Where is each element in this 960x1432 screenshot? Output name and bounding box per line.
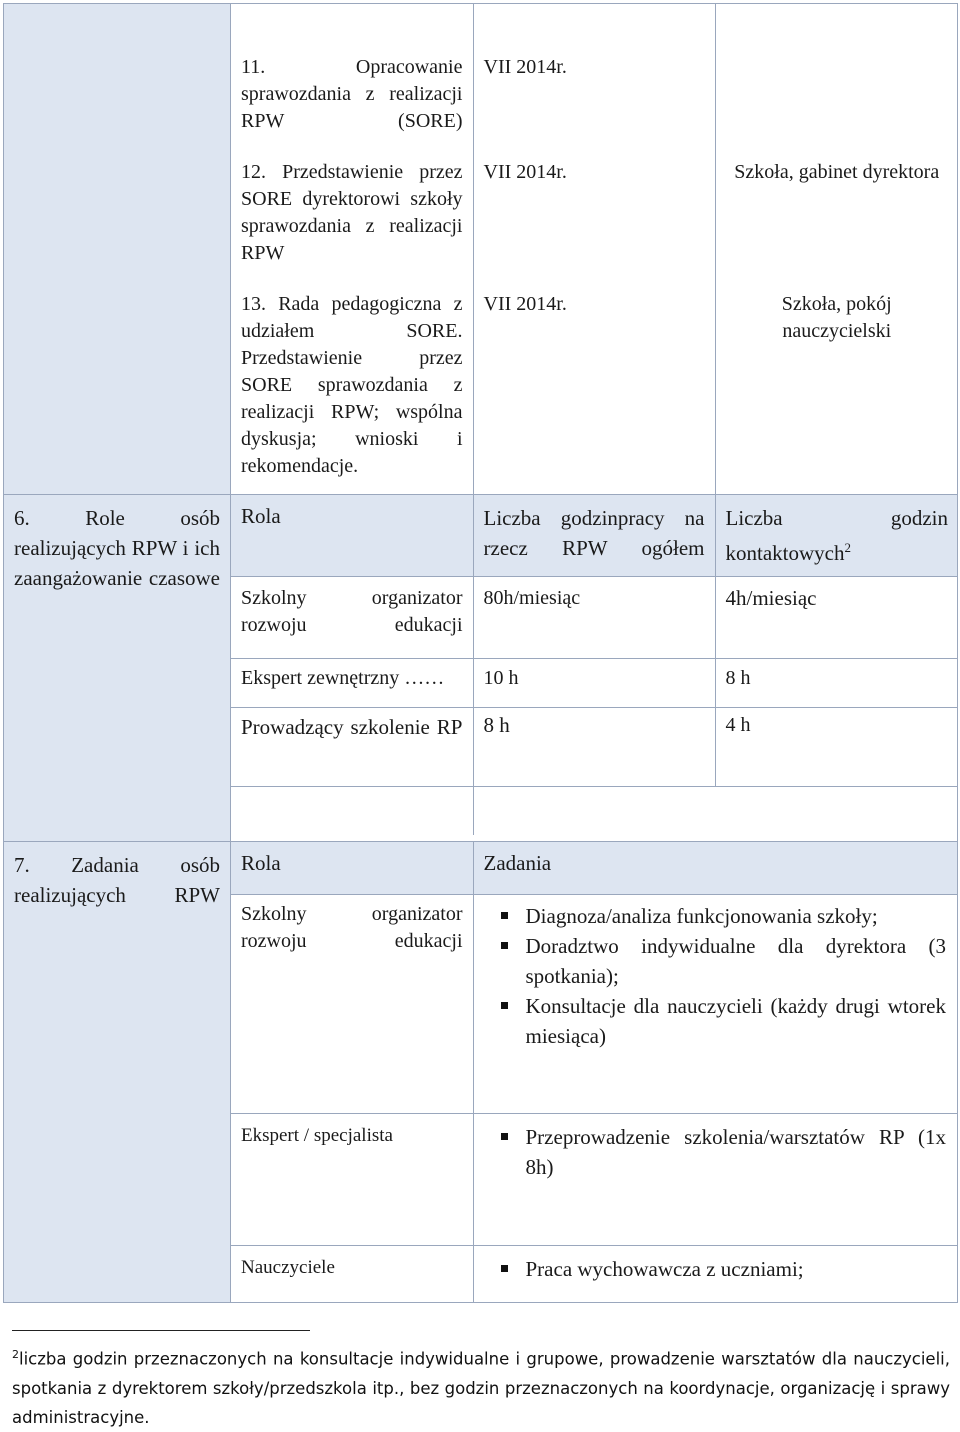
role-3-total: 8 h [483,713,510,737]
role-2-name: Ekspert zewnętrzny …… [241,667,445,689]
section-6-label-cell [4,495,231,842]
bullet-square-icon [501,1002,508,1009]
list-item: Diagnoza/analiza funkcjonowania szkoły; [480,901,947,931]
role-1-total: 80h/miesiąc [483,587,581,609]
list-item: Praca wychowawcza z uczniami; [480,1254,947,1284]
list-item: Przeprowadzenie szkolenia/warsztatów RP (1x 8h) [480,1122,947,1182]
footnote-ref-2[interactable]: 2 [844,540,851,555]
task-11-date: VII 2014r. [483,56,567,78]
section-7-label: 7. Zadania osób realizujących RPW [14,853,220,907]
footnote [12,1340,950,1432]
list-item: Konsultacje dla nauczycieli (każdy drugi wtorek miesiąca) [480,991,947,1051]
role-3-name: Prowadzący szkolenie RP [241,715,463,739]
task-11: 11. Opracowanie sprawozdania z realizacji RPW (SORE) [241,56,463,132]
roles-table [231,495,958,842]
footnote-text: liczba godzin przeznaczonych na konsultacje indywidualne i grupowe, prowadzenie warsztatów dla nauczycieli, spotkania z dyrektorem szkoły/przedszkola itp., bez godzin przeznaczonych na koordynacje, organizację i sprawy administracyjne. [12,1349,950,1427]
footnote-mark: 2 [12,1348,19,1361]
bullet-square-icon [501,1133,508,1140]
role-1-name: Szkolny organizator rozwoju edukacji [241,587,463,636]
bullet-square-icon [501,1265,508,1272]
roles-header-hours-contact: Liczba godzin kontaktowych [725,506,948,565]
bullet-square-icon [501,912,508,919]
task-12: 12. Przedstawienie przez SORE dyrektorowi szkoły sprawozdania z realizacji RPW [241,161,463,264]
tasks-table [231,842,958,1303]
task-12-date: VII 2014r. [483,161,567,183]
role-3-contact: 4 h [725,714,751,736]
roles-header-rola: Rola [241,504,281,528]
tasks-header-rola: Rola [241,851,281,875]
task-12-place: Szkoła, gabinet dyrektora [734,161,940,183]
tasks-list-2 [480,1122,947,1182]
role-2-contact: 8 h [725,667,751,689]
role-2-total: 10 h [483,667,519,689]
schedule-block [231,4,958,495]
project-schedule-table [3,3,958,1303]
bullet-square-icon [501,942,508,949]
section-6-label: 6. Role osób realizujących RPW i ich zaangażowanie czasowe [14,506,220,590]
tasks-role-3: Nauczyciele [241,1257,335,1278]
tasks-role-1: Szkolny organizator rozwoju edukacji [241,903,463,952]
task-13-date: VII 2014r. [483,293,567,315]
tasks-list-1 [480,901,947,1051]
tasks-list-3 [480,1254,947,1284]
footnote-separator [12,1330,310,1331]
tasks-header-zadania: Zadania [483,851,552,875]
top-left-label-cell [4,4,231,495]
role-1-contact: 4h/miesiąc [725,586,817,610]
task-13: 13. Rada pedagogiczna z udziałem SORE. Przedstawienie przez SORE sprawozdania z realizacji RPW; wspólna dyskusja; wnioski i rekomendacje. [241,293,463,477]
roles-header-hours-total: Liczba godzinpracy na rzecz RPW ogółem [483,506,705,560]
tasks-role-2: Ekspert / specjalista [241,1125,393,1146]
task-13-place: Szkoła, pokój nauczycielski [781,293,892,342]
section-7-label-cell [4,842,231,1303]
list-item: Doradztwo indywidualne dla dyrektora (3 spotkania); [480,931,947,991]
